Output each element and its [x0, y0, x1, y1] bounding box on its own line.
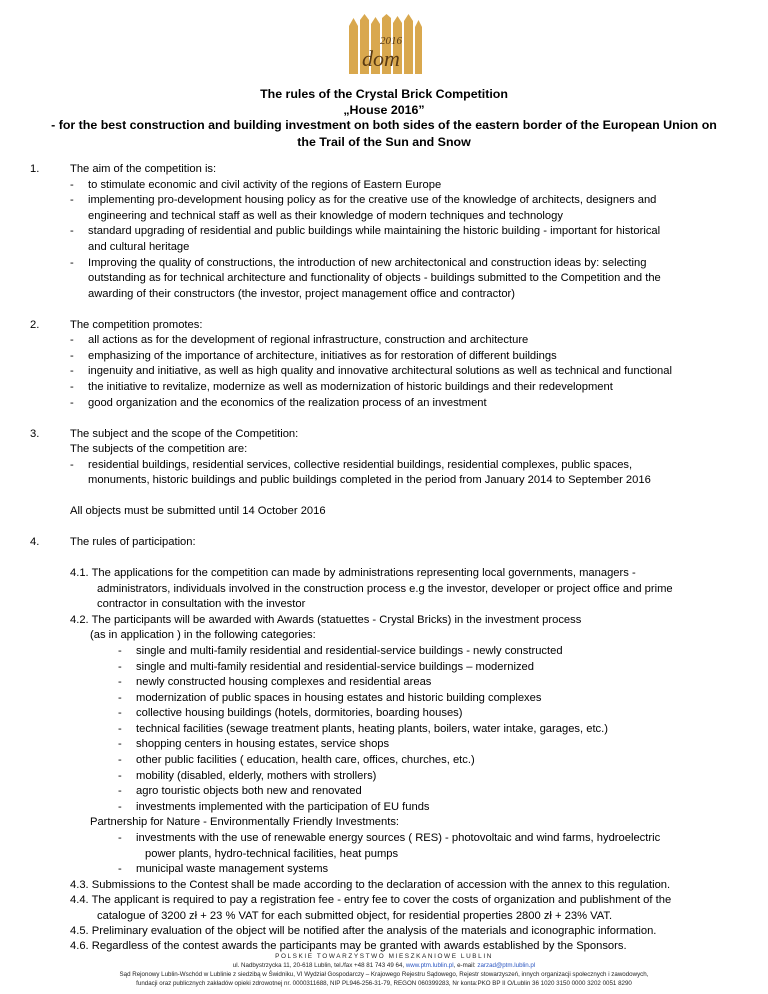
rule-4-1-line-1: 4.1. The applications for the competition can made by administrations representing local governments, managers -	[70, 567, 636, 579]
partnership-item-1-line-2: power plants, hydro-technical facilities, heat pumps	[145, 848, 399, 860]
promote-item-5: good organization and the economics of the realization process of an investment	[88, 397, 487, 409]
section-3-subheading: The subjects of the competition are:	[70, 443, 248, 455]
promote-item-2: emphasizing of the importance of architecture, initiatives as for restoration of different buildings	[88, 350, 557, 362]
bullet-dash: -	[70, 225, 74, 237]
category-3: newly constructed housing complexes and residential areas	[136, 676, 432, 688]
section-4-number: 4.	[30, 536, 40, 548]
bullet-dash: -	[118, 738, 122, 750]
footer-address	[0, 961, 768, 970]
section-3-heading: The subject and the scope of the Competition:	[70, 428, 299, 440]
section-1-heading: The aim of the competition is:	[70, 163, 217, 175]
partnership-item-1-line-1: investments with the use of renewable energy sources ( RES) - photovoltaic and wind farms, hydroelectric	[136, 832, 661, 844]
promote-item-4: the initiative to revitalize, modernize as well as modernization of historic buildings and their redevelopment	[88, 381, 613, 393]
bullet-dash: -	[118, 801, 122, 813]
document-subtitle	[6, 117, 762, 151]
document-title: The rules of the Crystal Brick Competition	[260, 87, 508, 101]
footer-email-link[interactable]: zarzad@ptm.lublin.pl	[477, 962, 536, 969]
logo-word: dom	[362, 46, 400, 71]
aim-item-3-line-1: standard upgrading of residential and public buildings while maintaining the historic building - important for historical	[88, 225, 661, 237]
category-4: modernization of public spaces in housing estates and historic building complexes	[136, 692, 542, 704]
category-1: single and multi-family residential and residential-service buildings - newly constructed	[136, 645, 563, 657]
bullet-dash: -	[70, 334, 74, 346]
section-2-heading: The competition promotes:	[70, 319, 203, 331]
section-2-number: 2.	[30, 319, 40, 331]
category-8: other public facilities ( education, health care, offices, churches, etc.)	[136, 754, 475, 766]
bullet-dash: -	[118, 676, 122, 688]
section-3-number: 3.	[30, 428, 40, 440]
rule-4-3: 4.3. Submissions to the Contest shall be made according to the declaration of accession with the annex to this regulation.	[70, 879, 671, 891]
bullet-dash: -	[118, 863, 122, 875]
subtitle-line-2: the Trail of the Sun and Snow	[297, 135, 471, 149]
submission-deadline: All objects must be submitted until 14 October 2016	[70, 505, 326, 517]
aim-item-4-line-3: awarding of their constructors (the investor, project management office and contractor)	[88, 288, 515, 300]
bullet-dash: -	[70, 381, 74, 393]
aim-item-4-line-2: outstanding as for technical architecture and functionality of objects - buildings submitted to the Competition and the	[88, 272, 661, 284]
bullet-dash: -	[70, 397, 74, 409]
section-4-heading: The rules of participation:	[70, 536, 196, 548]
bullet-dash: -	[118, 692, 122, 704]
category-11: investments implemented with the participation of EU funds	[136, 801, 430, 813]
footer-address-text: ul. Nadbystrzycka 11, 20-618 Lublin, tel./fax +48 81 743 49 64,	[232, 962, 406, 969]
category-6: technical facilities (sewage treatment plants, heating plants, boilers, water intake, garages, etc.)	[136, 723, 608, 735]
aim-item-4-line-1: Improving the quality of constructions, the introduction of new architectonical and construction ideas by: selecting	[88, 257, 647, 269]
bullet-dash: -	[118, 707, 122, 719]
promote-item-3: ingenuity and initiative, as well as high quality and innovative architectural solutions as well as technical and functional	[88, 365, 672, 377]
logo-year: 2016	[380, 35, 402, 47]
rule-4-1-line-3: contractor in consultation with the investor	[97, 598, 306, 610]
bullet-dash: -	[70, 350, 74, 362]
category-10: agro touristic objects both new and renovated	[136, 785, 362, 797]
category-2: single and multi-family residential and residential-service buildings – modernized	[136, 661, 534, 673]
rule-4-6: 4.6. Regardless of the contest awards the participants may be granted with awards established by the Sponsors.	[70, 940, 627, 952]
footer-court-registry: Sąd Rejonowy Lublin-Wschód w Lublinie z siedzibą w Świdniku, VI Wydział Gospodarczy – Krajowego Rejestru Sądowego, Rejestr stowarzyszeń, innych organizacji społecznych i zawodowych,	[119, 971, 649, 978]
footer-email-label: , e-mail:	[453, 962, 478, 969]
category-7: shopping centers in housing estates, service shops	[136, 738, 390, 750]
bullet-dash: -	[70, 257, 74, 269]
category-5: collective housing buildings (hotels, dormitories, boarding houses)	[136, 707, 463, 719]
bullet-dash: -	[118, 754, 122, 766]
subject-item-line-1: residential buildings, residential services, collective residential buildings, residential complexes, public spaces,	[88, 459, 633, 471]
aim-item-2-line-1: implementing pro-development housing policy as for the creative use of the knowledge of architects, designers and	[88, 194, 657, 206]
bullet-dash: -	[118, 770, 122, 782]
aim-item-2-line-2: engineering and technical staff as well as their knowledge of modern techniques and technology	[88, 210, 563, 222]
competition-name: „House 2016”	[343, 103, 425, 117]
promote-item-1: all actions as for the development of regional infrastructure, construction and architecture	[88, 334, 529, 346]
rule-4-2-line-1: 4.2. The participants will be awarded with Awards (statuettes - Crystal Bricks) in the investment process	[70, 614, 582, 626]
category-9: mobility (disabled, elderly, mothers with strollers)	[136, 770, 377, 782]
bullet-dash: -	[118, 723, 122, 735]
subtitle-line-1: - for the best construction and building investment on both sides of the eastern border of the European Union on	[51, 118, 717, 132]
bullet-dash: -	[118, 661, 122, 673]
bullet-dash: -	[70, 179, 74, 191]
footer-organization: POLSKIE TOWARZYSTWO MIESZKANIOWE LUBLIN	[275, 953, 493, 960]
partnership-item-2: municipal waste management systems	[136, 863, 329, 875]
bullet-dash: -	[70, 194, 74, 206]
rule-4-4-line-1: 4.4. The applicant is required to pay a registration fee - entry fee to cover the costs of organization and publishment of the	[70, 894, 672, 906]
bullet-dash: -	[118, 645, 122, 657]
partnership-heading: Partnership for Nature - Environmentally Friendly Investments:	[90, 816, 400, 828]
footer-website-link[interactable]: www.ptm.lublin.pl	[405, 962, 454, 969]
rule-4-4-line-2: catalogue of 3200 zł + 23 % VAT for each submitted object, for residential properties 2800 zł + 23% VAT.	[97, 910, 613, 922]
subject-item-line-2: monuments, historic buildings and public buildings completed in the period from January 2014 to September 2016	[88, 474, 651, 486]
rule-4-1-line-2: administrators, individuals involved in the construction process e.g the investor, developer or project office and prime	[97, 583, 673, 595]
bullet-dash: -	[118, 785, 122, 797]
bullet-dash: -	[118, 832, 122, 844]
bullet-dash: -	[70, 459, 74, 471]
bullet-dash: -	[70, 365, 74, 377]
dom-2016-logo	[345, 14, 423, 74]
rule-4-5: 4.5. Preliminary evaluation of the object will be notified after the analysis of the materials and iconographic information.	[70, 925, 657, 937]
aim-item-1: to stimulate economic and civil activity of the regions of Eastern Europe	[88, 179, 442, 191]
footer-registration-numbers: fundacji oraz publicznych zakładów opieki zdrowotnej nr. 0000311688, NIP PL946-256-31-79, REGON 060399283, Nr konta:PKO BP II O/Lublin 36 1020 3150 0000 3202 0051 8290	[136, 980, 632, 987]
rule-4-2-line-2: (as in application ) in the following categories:	[90, 629, 316, 641]
aim-item-3-line-2: and cultural heritage	[88, 241, 190, 253]
section-1-number: 1.	[30, 163, 40, 175]
